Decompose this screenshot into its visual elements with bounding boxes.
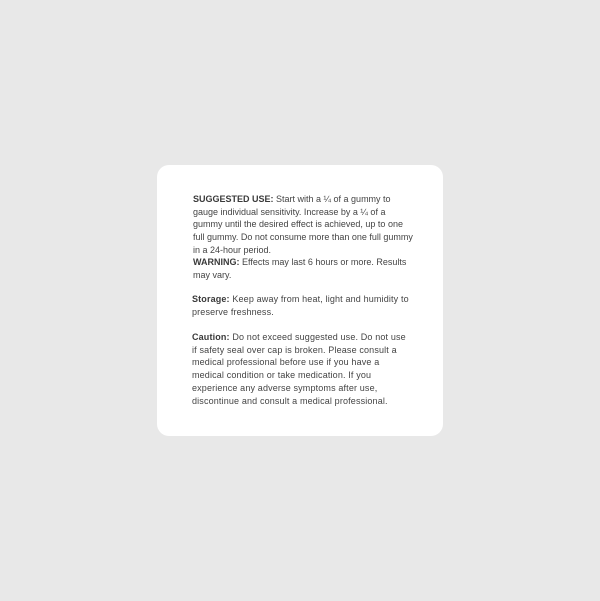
suggested-use-label: SUGGESTED USE:	[193, 194, 274, 204]
caution-label: Caution:	[192, 332, 230, 342]
caution-section	[192, 331, 412, 407]
warning-text: Effects may last 6 hours or more. Results may vary.	[193, 257, 407, 280]
suggested-use-section	[193, 193, 413, 257]
caution-text: Do not exceed suggested use. Do not use if safety seal over cap is broken. Please consult a medical professional before use if you have a medical condition or take medication. If you experience any adverse symptoms after use, discontinue and consult a medical professional.	[192, 332, 406, 406]
warning-label: WARNING:	[193, 257, 240, 267]
storage-section	[192, 293, 412, 318]
warning-section	[193, 256, 413, 281]
storage-text: Keep away from heat, light and humidity to preserve freshness.	[192, 294, 409, 317]
suggested-use-text: Start with a ¼ of a gummy to gauge individual sensitivity. Increase by a ¼ of a gummy until the desired effect is achieved, up to one full gummy. Do not consume more than one full gummy in a 24-hour period.	[193, 194, 413, 255]
storage-label: Storage:	[192, 294, 230, 304]
label-card	[157, 165, 443, 436]
